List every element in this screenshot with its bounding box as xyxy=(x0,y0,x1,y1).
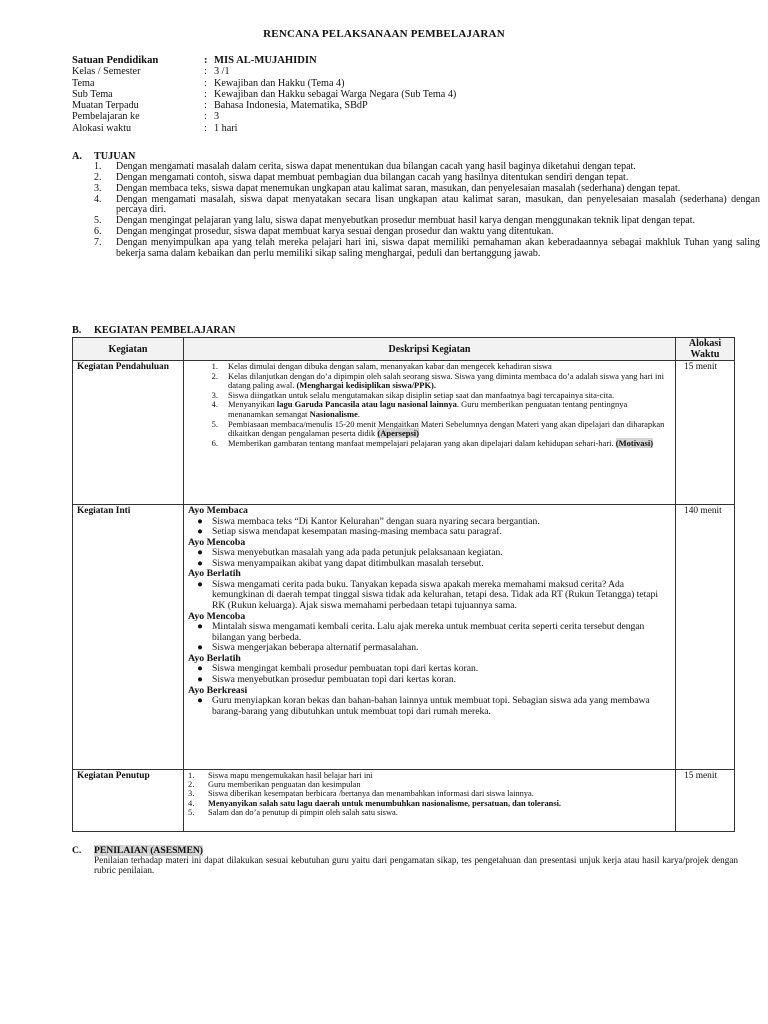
item-number: 2. xyxy=(188,780,195,790)
tujuan-list xyxy=(94,162,760,260)
item-text-part: . xyxy=(357,408,360,419)
section-title: KEGIATAN PEMBELAJARAN xyxy=(94,325,236,336)
item-number: 1. xyxy=(211,361,218,371)
motivasi-highlight: (Motivasi) xyxy=(615,437,654,448)
identity-key: Tema xyxy=(72,77,95,89)
activity-group-title: Ayo Berlatih xyxy=(188,652,241,664)
item-number: 1. xyxy=(94,161,102,172)
identity-colon: : xyxy=(204,66,207,78)
item-text: Dengan membaca teks, siswa dapat menemukan ungkapan atau kalimat saran, masukan, dan penyelesaian masalah (sederhana) dengan tepat. xyxy=(116,183,681,194)
bullet-icon: ● xyxy=(197,557,203,569)
activity-list xyxy=(188,580,671,612)
item-text: Siswa mengingat kembali prosedur pembuatan topi dari kertas koran. xyxy=(212,663,479,675)
list-item xyxy=(188,622,671,643)
list-item xyxy=(188,643,671,654)
identity-colon: : xyxy=(204,88,207,100)
bullet-icon: ● xyxy=(197,674,203,686)
item-text: Siswa menyebutkan prosedur pembuatan topi dari kertas koran. xyxy=(212,674,457,686)
description-cell xyxy=(184,505,676,770)
item-text xyxy=(228,400,671,419)
list-item xyxy=(188,780,671,789)
list-item xyxy=(94,216,760,226)
kegiatan-table xyxy=(72,337,735,832)
identity-colon: : xyxy=(204,55,208,66)
list-item xyxy=(188,808,671,817)
activity-group-title: Ayo Membaca xyxy=(188,505,248,516)
item-number: 3. xyxy=(94,183,102,194)
item-text: Siswa membaca teks “Di Kantor Kelurahan” dengan suara nyaring secara bergantian. xyxy=(212,515,540,527)
identity-row xyxy=(72,66,456,77)
bullet-icon: ● xyxy=(197,515,203,527)
identity-value: Kewajiban dan Hakku (Tema 4) xyxy=(214,77,345,89)
item-text: Setiap siswa mendapat kesempatan masing-masing membaca satu paragraf. xyxy=(212,526,502,538)
item-text: Salam dan do’a penutup di pimpin oleh salah satu siswa. xyxy=(208,807,398,817)
list-item xyxy=(188,527,671,538)
identity-colon: : xyxy=(204,100,207,112)
item-text: Dengan mengamati masalah, siswa dapat menyatakan secara lisan ungkapan atau kalimat saran, masukan, dan penyelesaian masalah (sederhana) dengan percaya diri. xyxy=(116,194,760,216)
identity-colon: : xyxy=(204,77,207,89)
description-cell xyxy=(184,770,676,832)
identity-value: Bahasa Indonesia, Matematika, SBdP xyxy=(214,100,368,112)
identity-row xyxy=(72,111,456,122)
identity-value: Kewajiban dan Hakku sebagai Warga Negara (Sub Tema 4) xyxy=(214,88,457,100)
item-number: 4. xyxy=(211,399,218,410)
item-text-part: Pembiasaan membaca/menulis 15-20 menit Mengaitkan Materi Sebelumnya dengan Materi yang akan dipelajari dan diharapkan dikaitkan dengan pengalaman peserta didik xyxy=(228,418,665,439)
item-text-part: . Guru memberikan penguatan tentang pentingnya menanamkan semangat xyxy=(228,399,628,419)
identity-key: Sub Tema xyxy=(72,88,113,100)
table-header-row xyxy=(73,338,735,361)
item-text-part: Menyanyikan xyxy=(228,399,277,410)
table-row-penutup xyxy=(73,770,735,832)
item-text: Siswa mengamati cerita pada buku. Tanyakan kepada siswa apakah mereka memahami maksud cerita? Ada kemungkinan di daerah tempat tinggal siswa tidak ada kelurahan, tetapi desa. Tidak ada RT (Rukun Tetangga) tetapi RK (Rukun keluarga). Ajak siswa memahami perbedaan tetapi tujuannya sama. xyxy=(212,578,658,612)
item-emphasis: Nasionalisme xyxy=(309,408,358,419)
activity-list xyxy=(188,548,671,569)
identity-value: 3 xyxy=(214,111,220,123)
identity-row xyxy=(72,100,456,111)
identity-key: Muatan Terpadu xyxy=(72,100,139,112)
activity-group-title: Ayo Berkreasi xyxy=(188,684,248,696)
identity-value: 1 hari xyxy=(214,122,238,134)
document-title: RENCANA PELAKSANAAN PEMBELAJARAN xyxy=(263,28,505,40)
item-text: Siswa diberikan kesempatan berbicara /bertanya dan menambahkan informasi dari siswa lainnya. xyxy=(208,789,534,799)
item-number: 3. xyxy=(188,789,195,799)
bullet-icon: ● xyxy=(197,695,203,707)
list-item xyxy=(188,439,671,449)
list-item xyxy=(188,420,671,439)
identity-value: 3 /1 xyxy=(214,66,230,78)
list-item xyxy=(94,195,760,216)
item-text-part: Memberikan gambaran tentang manfaat mempelajari pelajaran yang akan dipelajari dalam kehidupan sehari-hari. xyxy=(228,437,616,448)
identity-colon: : xyxy=(204,111,207,123)
identity-key: Kelas / Semester xyxy=(72,66,141,78)
item-text: Mintalah siswa mengamati kembali cerita. Lalu ajak mereka untuk membuat cerita seperti cerita tersebut dengan bilangan yang berbeda. xyxy=(212,621,645,643)
item-number: 4. xyxy=(94,194,102,205)
time-allocation: 15 menit xyxy=(676,770,735,832)
item-number: 3. xyxy=(211,389,218,400)
item-text: Siswa menyebutkan masalah yang ada pada petunjuk pelaksanaan kegiatan. xyxy=(212,547,503,559)
identity-block xyxy=(72,55,456,134)
list-item xyxy=(188,372,671,391)
bullet-icon: ● xyxy=(197,578,203,590)
bullet-icon: ● xyxy=(197,621,203,633)
item-text: Dengan mengamati contoh, siswa dapat membuat pembagian dua bilangan cacah yang hasilnya ditentukan sendiri dengan tepat. xyxy=(116,172,629,183)
item-text: Dengan mengingat pelajaran yang lalu, siswa dapat menyebutkan prosedur membuat hasil karya dengan menggunakan teknik lipat dengan tepat. xyxy=(116,215,695,227)
phase-name: Kegiatan Inti xyxy=(73,505,184,770)
column-header-alokasi: Alokasi Waktu xyxy=(676,338,735,361)
identity-row xyxy=(72,55,456,66)
item-number: 5. xyxy=(188,807,195,817)
time-allocation: 15 menit xyxy=(676,361,735,505)
identity-colon: : xyxy=(204,122,207,134)
section-title: PENILAIAN (ASESMEN) xyxy=(94,845,204,856)
section-title: TUJUAN xyxy=(94,151,136,162)
item-number: 1. xyxy=(188,771,195,780)
item-number: 2. xyxy=(94,172,102,183)
pendahuluan-list xyxy=(188,362,671,448)
identity-key: Pembelajaran ke xyxy=(72,111,140,123)
list-item xyxy=(94,227,760,237)
bullet-icon: ● xyxy=(197,526,203,538)
item-number: 5. xyxy=(94,215,102,227)
time-allocation: 140 menit xyxy=(676,505,735,770)
item-text: Siswa mapu mengemukakan hasil belajar hari ini xyxy=(208,771,373,780)
apersepsi-highlight: (Apersepsi) xyxy=(377,428,419,439)
activity-list xyxy=(188,696,671,717)
list-item xyxy=(94,184,760,194)
activity-group-title: Ayo Berlatih xyxy=(188,568,241,580)
identity-row xyxy=(72,89,456,100)
list-item xyxy=(94,238,760,259)
item-text: Dengan menyimpulkan apa yang telah mereka pelajari hari ini, siswa dapat memiliki pemahaman akan keberadaannya sebagai makhluk Tuhan yang saling bekerja sama dalam kebaikan dan perlu memiliki sikap saling menghargai, peduli dan bertanggung jawab. xyxy=(116,237,760,259)
phase-name: Kegiatan Pendahuluan xyxy=(73,361,184,505)
item-text: Guru menyiapkan koran bekas dan bahan-bahan lainnya untuk membuat topi. Sebagian siswa ada yang membawa barang-barang yang dibutuhkan untuk membuat topi dari rumah mereka. xyxy=(212,695,650,717)
item-text xyxy=(228,439,671,449)
section-heading-kegiatan xyxy=(72,325,235,336)
list-item xyxy=(188,675,671,686)
item-text xyxy=(228,372,671,391)
section-letter: B. xyxy=(72,325,82,336)
item-text: Dengan mengamati masalah dalam cerita, siswa dapat menentukan dua bilangan cacah yang hasil baginya diketahui dengan tepat. xyxy=(116,161,636,172)
item-text-part: Kelas dilanjutkan dengan do’a dipimpin oleh salah seorang siswa. Siswa yang diminta membaca do’a adalah siswa yang hari ini datang paling awal. xyxy=(228,370,664,391)
identity-row xyxy=(72,78,456,89)
bullet-icon: ● xyxy=(197,642,203,654)
item-emphasis: lagu Garuda Pancasila atau lagu nasional lainnya xyxy=(276,399,457,410)
item-text: Siswa menyampaikan akibat yang dapat ditimbulkan masalah tersebut. xyxy=(212,557,484,569)
activity-group-title: Ayo Mencoba xyxy=(188,610,246,622)
item-text: Menyanyikan salah satu lagu daerah untuk menumbuhkan nasionalisme, persatuan, dan toleransi. xyxy=(208,798,562,808)
bullet-icon: ● xyxy=(197,547,203,559)
list-item xyxy=(188,696,671,717)
column-header-deskripsi: Deskripsi Kegiatan xyxy=(184,338,676,361)
item-text-part: Kelas dimulai dengan dibuka dengan salam, menanyakan kabar dan mengecek kehadiran siswa xyxy=(228,361,552,371)
list-item xyxy=(188,789,671,798)
identity-row xyxy=(72,123,456,134)
column-header-kegiatan: Kegiatan xyxy=(73,338,184,361)
item-number: 7. xyxy=(94,237,102,249)
list-item xyxy=(94,173,760,183)
item-text: Guru memberikan penguatan dan kesimpulan xyxy=(208,780,361,790)
list-item xyxy=(94,162,760,172)
identity-key: Satuan Pendidikan xyxy=(72,55,159,66)
activity-list xyxy=(188,664,671,685)
activity-list xyxy=(188,622,671,654)
bullet-icon: ● xyxy=(197,663,203,675)
item-number: 2. xyxy=(211,370,218,381)
item-text: Dengan mengingat prosedur, siswa dapat membuat karya sesuai dengan prosedur dan waktu yang ditentukan. xyxy=(116,226,554,238)
item-text: Siswa mengerjakan beberapa alternatif permasalahan. xyxy=(212,642,419,654)
item-text xyxy=(228,420,671,439)
item-number: 4. xyxy=(188,798,195,808)
section-letter: C. xyxy=(72,845,82,856)
list-item xyxy=(188,771,671,780)
table-row-inti xyxy=(73,505,735,770)
item-emphasis: (Menghargai kedisiplikan siswa/PPK). xyxy=(296,380,437,391)
list-item xyxy=(188,580,671,612)
item-number: 5. xyxy=(211,418,218,429)
penilaian-text: Penilaian terhadap materi ini dapat dilakukan sesuai kebutuhan guru yaitu dari pengamatan sikap, tes pengetahuan dan presentasi unjuk kerja atau hasil karya/projek dengan rubric penilaian. xyxy=(94,855,738,876)
description-cell xyxy=(184,361,676,505)
activity-list xyxy=(188,517,671,538)
list-item xyxy=(188,799,671,808)
item-number: 6. xyxy=(211,437,218,448)
activity-group-title: Ayo Mencoba xyxy=(188,536,246,548)
item-number: 6. xyxy=(94,226,102,238)
identity-key: Alokasi waktu xyxy=(72,122,132,134)
penutup-list xyxy=(188,771,671,817)
table-row-pendahuluan xyxy=(73,361,735,505)
list-item xyxy=(188,559,671,570)
phase-name: Kegiatan Penutup xyxy=(73,770,184,832)
section-letter: A. xyxy=(72,151,82,162)
item-text-part: Siswa diingatkan untuk selalu mengutamakan sikap disiplin setiap saat dan manfaatnya bagi tercapainya sita-cita. xyxy=(228,389,615,400)
list-item xyxy=(188,400,671,419)
identity-value: MIS AL-MUJAHIDIN xyxy=(214,55,317,66)
